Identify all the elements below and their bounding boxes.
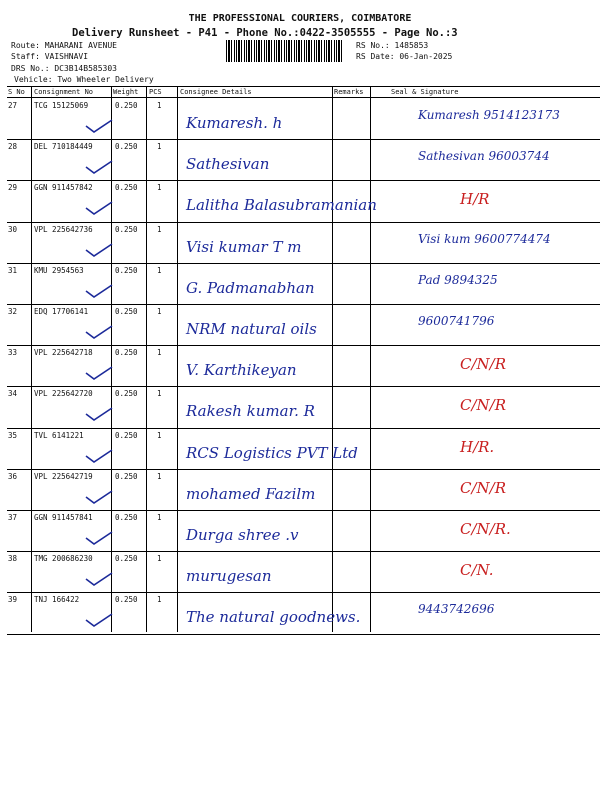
row-signature-handwritten: C/N. <box>460 561 494 580</box>
check-mark-icon <box>85 448 113 464</box>
rs-date: RS Date: 06-Jan-2025 <box>356 52 453 61</box>
row-divider <box>7 428 600 429</box>
row-pcs: 1 <box>157 595 162 605</box>
row-pcs: 1 <box>157 430 162 440</box>
runsheet-title: THE PROFESSIONAL COURIERS, COIMBATORE <box>188 13 412 24</box>
row-sno: 31 <box>8 265 18 275</box>
row-divider <box>7 469 600 470</box>
row-consignment-no: DEL 710184449 <box>34 142 93 152</box>
row-consignee-handwritten: NRM natural oils <box>186 320 317 338</box>
row-divider <box>7 304 600 305</box>
check-mark-icon <box>85 200 113 216</box>
check-mark-icon <box>85 283 113 299</box>
row-divider <box>7 592 600 593</box>
row-signature-handwritten: Pad 9894325 <box>418 272 498 287</box>
check-mark-icon <box>85 571 113 587</box>
row-consignment-no: VPL 225642736 <box>34 224 93 234</box>
row-pcs: 1 <box>157 224 162 234</box>
row-weight: 0.250 <box>115 430 138 440</box>
row-pcs: 1 <box>157 513 162 522</box>
row-signature-handwritten: C/N/R <box>460 396 507 415</box>
row-consignee-handwritten: The natural goodnews. <box>186 608 361 627</box>
row-weight: 0.250 <box>115 183 138 193</box>
row-signature-handwritten: H/R. <box>460 437 495 456</box>
row-weight: 0.250 <box>115 389 138 399</box>
row-weight: 0.250 <box>115 307 138 316</box>
row-divider <box>7 180 600 181</box>
row-consignment-no: TNJ 166422 <box>34 595 80 605</box>
check-mark-icon <box>85 159 113 175</box>
row-divider <box>7 634 600 635</box>
row-consignment-no: VPL 225642718 <box>34 348 93 358</box>
row-sno: 29 <box>8 183 18 193</box>
row-pcs: 1 <box>157 265 162 275</box>
row-signature-handwritten: 9600741796 <box>418 314 495 328</box>
barcode <box>226 40 344 62</box>
row-consignment-no: EDQ 17706141 <box>34 307 89 316</box>
row-consignment-no: GGN 911457841 <box>34 513 93 522</box>
row-sno: 35 <box>8 430 18 440</box>
drs-label: DRS No.: DC3B14B585303 <box>11 64 117 73</box>
row-consignee-handwritten: G. Padmanabhan <box>186 278 315 297</box>
check-mark-icon <box>85 530 113 546</box>
row-pcs: 1 <box>157 183 162 193</box>
row-divider <box>7 386 600 387</box>
row-consignment-no: GGN 911457842 <box>34 183 93 193</box>
row-sno: 34 <box>8 389 18 399</box>
row-weight: 0.250 <box>115 142 138 152</box>
row-signature-handwritten: Sathesivan 96003744 <box>418 149 550 164</box>
row-sno: 38 <box>8 554 18 564</box>
check-mark-icon <box>85 406 113 422</box>
row-pcs: 1 <box>157 554 162 564</box>
row-consignment-no: TMG 200686230 <box>34 554 93 564</box>
row-divider <box>7 551 600 552</box>
row-consignee-handwritten: mohamed Fazilm <box>186 484 316 503</box>
row-sno: 30 <box>8 224 18 234</box>
row-divider <box>7 510 600 511</box>
col-header-consignee: Consignee Details <box>180 88 252 96</box>
check-mark-icon <box>85 489 113 505</box>
row-weight: 0.250 <box>115 513 138 522</box>
col-divider <box>332 86 333 632</box>
row-divider <box>7 345 600 346</box>
row-consignee-handwritten: Durga shree .v <box>186 526 299 544</box>
col-divider <box>31 86 32 632</box>
col-divider <box>146 86 147 632</box>
row-pcs: 1 <box>157 471 162 481</box>
row-weight: 0.250 <box>115 471 138 481</box>
col-header-consignment: Consignment No <box>34 88 94 96</box>
check-mark-icon <box>85 242 113 258</box>
check-mark-icon <box>85 612 113 628</box>
row-consignment-no: TVL 6141221 <box>34 430 84 440</box>
row-sno: 36 <box>8 471 18 481</box>
check-mark-icon <box>85 118 113 134</box>
route-label: Route: MAHARANI AVENUE <box>11 41 117 50</box>
rs-number: RS No.: 1485853 <box>356 41 429 50</box>
row-consignee-handwritten: Rakesh kumar. R <box>186 402 315 421</box>
row-consignment-no: VPL 225642720 <box>34 389 93 399</box>
row-consignee-handwritten: Kumaresh. h <box>186 114 283 132</box>
col-divider <box>370 86 371 632</box>
row-signature-handwritten: C/N/R <box>460 478 507 497</box>
row-signature-handwritten: H/R <box>460 190 490 209</box>
row-pcs: 1 <box>157 142 162 152</box>
staff-label: Staff: VAISHNAVI <box>11 52 89 61</box>
row-sno: 33 <box>8 348 18 358</box>
row-pcs: 1 <box>157 307 162 316</box>
row-sno: 37 <box>8 513 18 522</box>
col-header-remarks: Remarks <box>334 88 364 96</box>
row-consignment-no: KMU 2954563 <box>34 265 84 275</box>
row-consignee-handwritten: Sathesivan <box>186 155 270 174</box>
row-pcs: 1 <box>157 101 162 110</box>
vehicle-label: Vehicle: Two Wheeler Delivery <box>14 75 154 84</box>
table-header-border <box>7 97 600 98</box>
row-weight: 0.250 <box>115 595 138 605</box>
row-pcs: 1 <box>157 348 162 358</box>
row-divider <box>7 222 600 223</box>
row-divider <box>7 263 600 264</box>
row-sno: 28 <box>8 142 18 152</box>
check-mark-icon <box>85 324 113 340</box>
row-sno: 39 <box>8 595 18 605</box>
row-consignee-handwritten: Lalitha Balasubramanian <box>186 196 377 215</box>
table-top-border <box>7 86 600 87</box>
row-consignment-no: VPL 225642719 <box>34 471 93 481</box>
runsheet-subtitle: Delivery Runsheet - P41 - Phone No.:0422-3505555 - Page No.:3 <box>72 27 458 39</box>
row-consignee-handwritten: RCS Logistics PVT Ltd <box>186 443 358 462</box>
row-sno: 27 <box>8 101 18 110</box>
col-divider <box>177 86 178 632</box>
row-weight: 0.250 <box>115 265 138 275</box>
row-divider <box>7 139 600 140</box>
row-signature-handwritten: Kumaresh 9514123173 <box>418 108 560 122</box>
row-consignee-handwritten: V. Karthikeyan <box>186 361 297 380</box>
row-pcs: 1 <box>157 389 162 399</box>
row-weight: 0.250 <box>115 101 138 110</box>
row-consignee-handwritten: murugesan <box>186 567 272 586</box>
row-weight: 0.250 <box>115 348 138 358</box>
col-header-weight: Weight <box>113 88 139 96</box>
row-weight: 0.250 <box>115 554 138 564</box>
row-signature-handwritten: C/N/R. <box>460 520 511 538</box>
row-signature-handwritten: Visi kum 9600774474 <box>418 231 551 246</box>
row-sno: 32 <box>8 307 18 316</box>
row-consignee-handwritten: Visi kumar T m <box>186 237 302 256</box>
row-signature-handwritten: C/N/R <box>460 355 507 374</box>
col-header-pcs: PCS <box>149 88 162 96</box>
row-signature-handwritten: 9443742696 <box>418 602 495 617</box>
col-header-sno: S No <box>8 88 25 96</box>
row-weight: 0.250 <box>115 224 138 234</box>
row-consignment-no: TCG 15125069 <box>34 101 89 110</box>
check-mark-icon <box>85 365 113 381</box>
col-header-seal-signature: Seal & Signature <box>391 88 459 96</box>
